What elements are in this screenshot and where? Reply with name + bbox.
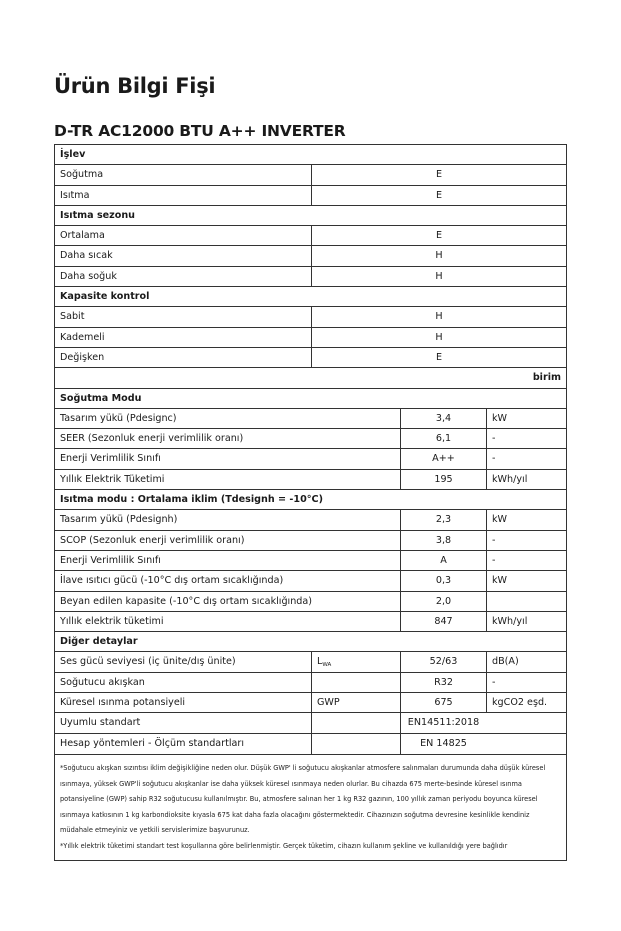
row-unit: kW (486, 510, 566, 529)
row-value: H (311, 267, 566, 286)
row-value: A++ (400, 449, 486, 468)
row-label: Sabit (60, 311, 85, 323)
capacity-control-row (55, 328, 566, 348)
other-details-row (55, 693, 566, 713)
row-symbol (311, 734, 400, 754)
row-label: SEER (Sezonluk enerji verimlilik oranı) (60, 433, 244, 445)
row-value: R32 (400, 673, 486, 692)
function-header: İşlev (60, 149, 86, 160)
row-value: EN14511:2018 (400, 713, 566, 733)
row-symbol (311, 693, 400, 712)
product-info-table (54, 144, 567, 861)
heating-mode-header: Isıtma modu : Ortalama iklim (Tdesignh = -10°C) (60, 494, 323, 506)
unit-header: birim (532, 372, 561, 384)
other-details-header: Diğer detaylar (60, 636, 138, 648)
cooling-mode-row (55, 449, 566, 469)
cooling-mode-header-row (55, 389, 566, 409)
row-label: Soğutucu akışkan (60, 676, 145, 688)
row-unit: - (486, 551, 566, 570)
row-label: SCOP (Sezonluk enerji verimlilik oranı) (60, 534, 245, 546)
row-unit: kWh/yıl (486, 470, 566, 489)
heating-mode-row (55, 612, 566, 632)
other-details-row (55, 673, 566, 693)
row-unit: kW (486, 409, 566, 428)
function-header-row (55, 145, 566, 165)
footnote-consumption: *Yıllık elektrik tüketimi standart test koşullarına göre belirlenmiştir. Gerçek tüketim, cihazın kullanım şekline ve kullanıldığı yere bağlıdır (60, 841, 508, 850)
row-label: Yıllık elektrik tüketimi (60, 615, 164, 627)
row-unit: dB(A) (486, 652, 566, 671)
row-value: 675 (400, 693, 486, 712)
capacity-control-header: Kapasite kontrol (60, 291, 150, 303)
row-symbol (311, 652, 400, 671)
row-label: Soğutma (60, 169, 104, 181)
row-label: İlave ısıtıcı gücü (-10°C dış ortam sıcaklığında) (60, 575, 284, 587)
heating-season-row (55, 246, 566, 266)
heating-mode-row (55, 531, 566, 551)
row-value: H (311, 307, 566, 326)
symbol-main: GWP (317, 697, 340, 709)
row-label: Uyumlu standart (60, 717, 141, 729)
row-value: 3,4 (400, 409, 486, 428)
row-unit: - (486, 531, 566, 550)
function-row (55, 165, 566, 185)
row-unit: - (486, 429, 566, 448)
row-unit: kW (486, 571, 566, 590)
symbol-subscript: WA (322, 662, 332, 669)
row-label: Küresel ısınma potansiyeli (60, 697, 186, 709)
row-unit: - (486, 673, 566, 692)
standards-row (55, 713, 566, 734)
heating-mode-row (55, 571, 566, 591)
row-label: Tasarım yükü (Pdesignh) (60, 514, 178, 526)
row-value: A (400, 551, 486, 570)
row-value: 2,3 (400, 510, 486, 529)
row-label: Beyan edilen kapasite (-10°C dış ortam sıcaklığında) (60, 595, 312, 607)
row-label: Değişken (60, 351, 105, 363)
standards-row (55, 734, 566, 755)
footnotes (55, 755, 566, 861)
model-title: D-TR AC12000 BTU A++ INVERTER (54, 122, 346, 140)
heating-season-row (55, 226, 566, 246)
heating-mode-row (55, 510, 566, 530)
page-title: Ürün Bilgi Fişi (54, 74, 216, 98)
row-value: 3,8 (400, 531, 486, 550)
row-value: 0,3 (400, 571, 486, 590)
unit-header-row (55, 368, 566, 388)
row-value: EN 14825 (400, 734, 566, 754)
row-value: 195 (400, 470, 486, 489)
row-value: 52/63 (400, 652, 486, 671)
row-label: Kademeli (60, 331, 105, 343)
heating-season-row (55, 267, 566, 287)
heating-season-header-row (55, 206, 566, 226)
row-unit (486, 592, 566, 611)
row-value: 2,0 (400, 592, 486, 611)
row-value: E (311, 165, 566, 184)
row-symbol (311, 713, 400, 733)
row-label: Enerji Verimlilik Sınıfı (60, 554, 161, 566)
capacity-control-header-row (55, 287, 566, 307)
row-value: H (311, 246, 566, 265)
row-unit: kgCO2 eşd. (486, 693, 566, 712)
row-label: Isıtma (60, 189, 90, 201)
row-label: Enerji Verimlilik Sınıfı (60, 453, 161, 465)
row-label: Daha sıcak (60, 250, 113, 262)
other-details-header-row (55, 632, 566, 652)
row-value: 847 (400, 612, 486, 631)
cooling-mode-row (55, 429, 566, 449)
capacity-control-row (55, 348, 566, 368)
heating-mode-row (55, 592, 566, 612)
other-details-row (55, 652, 566, 672)
row-value: H (311, 328, 566, 347)
capacity-control-row (55, 307, 566, 327)
row-unit: - (486, 449, 566, 468)
row-value: 6,1 (400, 429, 486, 448)
symbol-main: L (317, 656, 323, 668)
row-label: Yıllık Elektrik Tüketimi (60, 473, 165, 485)
row-unit: kWh/yıl (486, 612, 566, 631)
row-label: Daha soğuk (60, 270, 117, 282)
row-label: Ortalama (60, 230, 105, 242)
cooling-mode-row (55, 409, 566, 429)
row-value: E (311, 186, 566, 205)
row-value: E (311, 226, 566, 245)
row-value: E (311, 348, 566, 367)
cooling-mode-row (55, 470, 566, 490)
footnote-refrigerant: *Soğutucu akışkan sızıntısı iklim değişikliğine neden olur. Düşük GWP' li soğutucu akışkanlar atmosfere salınmaları durumunda daha düşük küresel ısınmaya, yüksek GWP'li soğutucu akışkanlar ise daha yüksek küresel ısınmaya neden olurlar. Bu cihazda 675 merte-besinde küresel ısınma potansiyeline (GWP) sahip R32 soğutucusu kullanılmıştır. Bu, atmosfere salınan her 1 kg R32 gazının, 100 yıllık zaman periyodu boyunca küresel ısınmaya katkısının 1 kg karbondioksite kıyasla 675 kat daha fazla olacağını göstermektedir. Cihazınızın soğutma devresine kesinlikle kendiniz müdahale etmeyiniz ve yetkili servislerimize başvurunuz. (60, 764, 546, 835)
heating-mode-header-row (55, 490, 566, 510)
row-label: Hesap yöntemleri - Ölçüm standartları (60, 738, 245, 750)
row-symbol (311, 673, 400, 692)
function-row (55, 186, 566, 206)
heating-season-header: Isıtma sezonu (60, 209, 136, 221)
row-label: Tasarım yükü (Pdesignc) (60, 412, 177, 424)
row-label: Ses gücü seviyesi (iç ünite/dış ünite) (60, 656, 236, 668)
heating-mode-row (55, 551, 566, 571)
cooling-mode-header: Soğutma Modu (60, 392, 142, 404)
